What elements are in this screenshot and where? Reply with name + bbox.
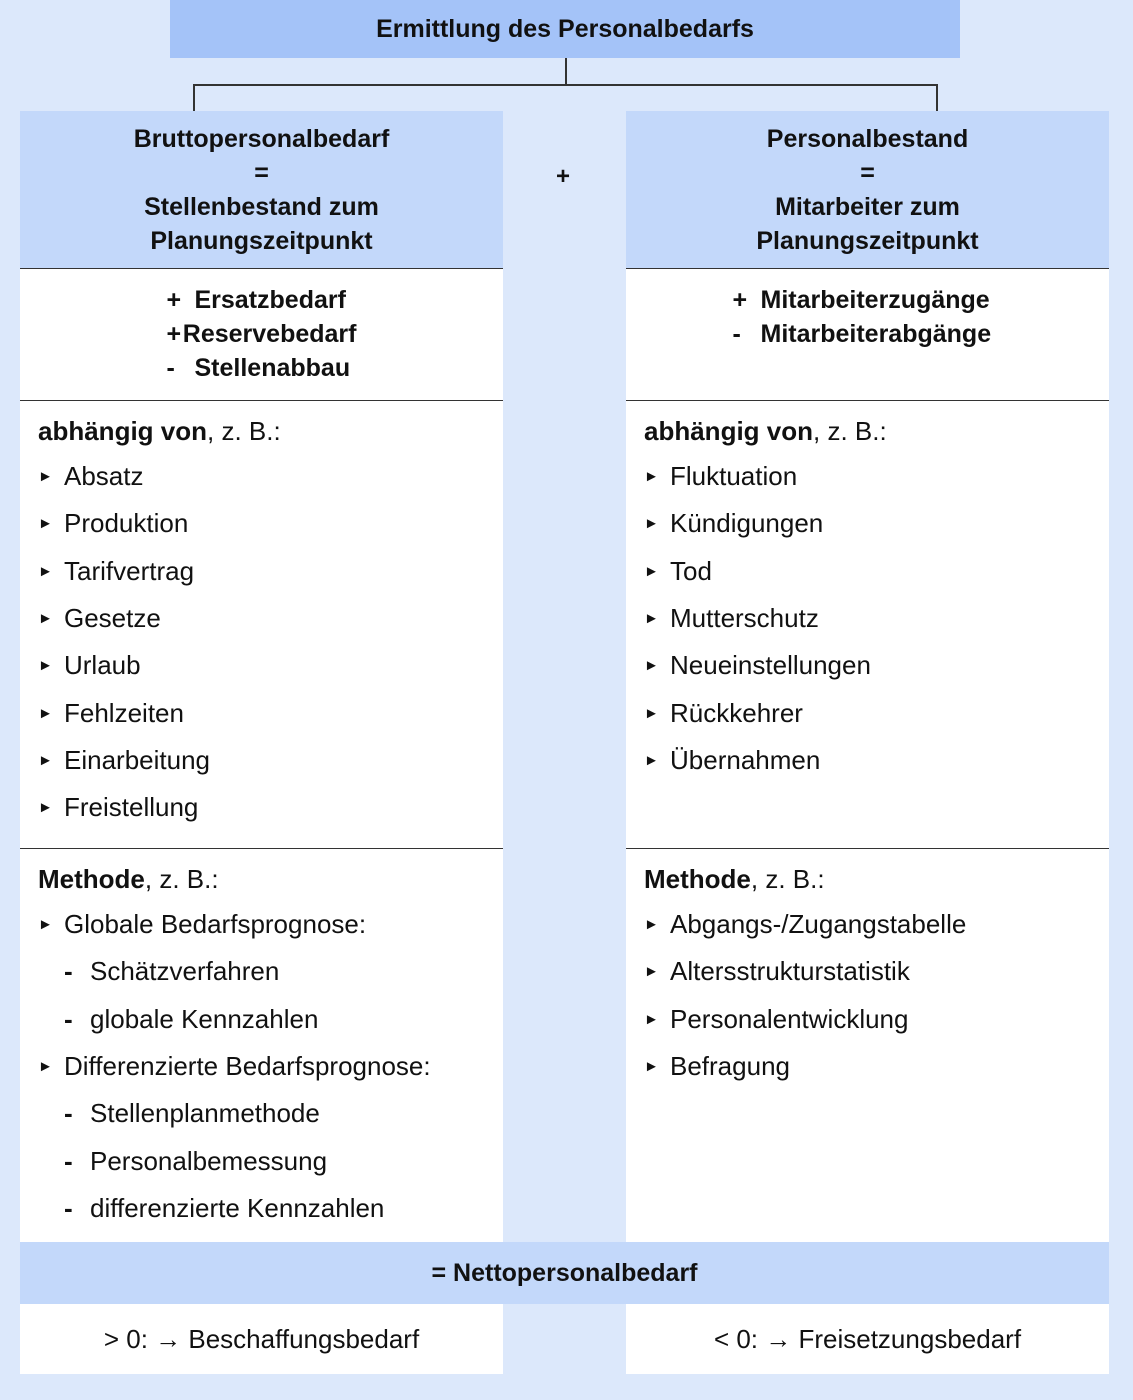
- list-item: ► Personalentwicklung: [644, 1003, 909, 1034]
- arrow-icon: ►: [38, 468, 53, 486]
- list-item: ► Urlaub: [38, 650, 141, 681]
- arrow-icon: ►: [644, 610, 659, 628]
- list-item: ► Neueinstellungen: [644, 650, 871, 681]
- right-result: < 0: → Freisetzungsbedarf: [626, 1304, 1109, 1374]
- sub-list-item: - globale Kennzahlen: [64, 1003, 319, 1034]
- arrow-icon: ►: [38, 657, 53, 675]
- arrow-icon: ►: [38, 610, 53, 628]
- list-item: ► Kündigungen: [644, 508, 824, 539]
- list-item: ► Rückkehrer: [644, 697, 803, 728]
- connector-horizontal: [193, 84, 937, 86]
- right-header-line3: Planungszeitpunkt: [756, 226, 979, 255]
- arrow-icon: ►: [38, 799, 53, 817]
- arrow-icon: ►: [644, 515, 659, 533]
- list-item: ► Produktion: [38, 508, 189, 539]
- arrow-icon: ►: [38, 562, 53, 580]
- list-item: ► Mutterschutz: [644, 603, 819, 634]
- connector-left-drop: [193, 84, 195, 111]
- left-depends-section: [20, 401, 503, 849]
- arrow-icon: ►: [644, 1010, 659, 1028]
- connector-right-drop: [936, 84, 938, 111]
- arrow-icon: ►: [38, 704, 53, 722]
- arrow-icon: ►: [644, 751, 659, 769]
- formula-row: + Ersatzbedarf: [166, 286, 346, 314]
- arrow-icon: ►: [38, 515, 53, 533]
- netto-banner: = Nettopersonalbedarf: [20, 1242, 1109, 1304]
- left-method-section: [20, 849, 503, 1242]
- left-header-line1: Bruttopersonalbedarf: [133, 124, 390, 153]
- right-formula-box: [626, 269, 1109, 401]
- arrow-icon: ►: [644, 704, 659, 722]
- list-item: ► Abgangs-/Zugangstabelle: [644, 909, 967, 940]
- arrow-icon: ►: [644, 1058, 659, 1076]
- arrow-icon: ►: [644, 468, 659, 486]
- left-formula-box: [20, 269, 503, 401]
- arrow-icon: ►: [644, 562, 659, 580]
- formula-row: + Mitarbeiterzugänge: [732, 286, 990, 314]
- right-header: [626, 111, 1109, 269]
- right-method-title: Methode, z. B.:: [644, 864, 825, 894]
- left-header-equals: =: [254, 158, 269, 187]
- left-result: > 0: → Beschaffungsbedarf: [20, 1304, 503, 1374]
- list-item: ► Befragung: [644, 1051, 790, 1082]
- list-item: ► Einarbeitung: [38, 744, 210, 775]
- sub-list-item: - Schätzverfahren: [64, 956, 280, 987]
- list-item: ► Fehlzeiten: [38, 697, 184, 728]
- left-method-title: Methode, z. B.:: [38, 864, 219, 894]
- list-item: ► Tod: [644, 555, 712, 586]
- list-item: ► Globale Bedarfsprognose:: [38, 909, 367, 940]
- connector-vertical-top: [565, 58, 567, 84]
- list-item: ► Absatz: [38, 461, 144, 492]
- arrow-icon: ►: [38, 1058, 53, 1076]
- left-header-line3: Planungszeitpunkt: [150, 226, 373, 255]
- sub-list-item: - Stellenplanmethode: [64, 1098, 320, 1129]
- left-depends-title: abhängig von, z. B.:: [38, 416, 281, 446]
- list-item: ► Übernahmen: [644, 744, 821, 775]
- left-header-line2: Stellenbestand zum: [144, 192, 379, 221]
- right-method-section: [626, 849, 1109, 1242]
- sub-list-item: - differenzierte Kennzahlen: [64, 1192, 385, 1223]
- arrow-icon: ►: [644, 963, 659, 981]
- arrow-icon: ►: [38, 916, 53, 934]
- arrow-icon: ►: [38, 751, 53, 769]
- list-item: ► Altersstrukturstatistik: [644, 956, 910, 987]
- formula-row: + Reservebedarf: [166, 320, 357, 348]
- left-header: [20, 111, 503, 269]
- sub-list-item: - Personalbemessung: [64, 1145, 328, 1176]
- right-header-line1: Personalbestand: [766, 124, 969, 153]
- plus-operator: +: [556, 163, 571, 190]
- arrow-icon: ►: [644, 916, 659, 934]
- right-depends-title: abhängig von, z. B.:: [644, 416, 887, 446]
- right-header-equals: =: [860, 158, 875, 187]
- formula-row: - Mitarbeiterabgänge: [732, 320, 992, 348]
- formula-row: - Stellenabbau: [166, 354, 351, 382]
- diagram-title: Ermittlung des Personalbedarfs: [170, 0, 960, 58]
- list-item: ► Differenzierte Bedarfsprognose:: [38, 1051, 431, 1082]
- right-header-line2: Mitarbeiter zum: [775, 192, 960, 221]
- list-item: ► Gesetze: [38, 603, 161, 634]
- arrow-icon: ►: [644, 657, 659, 675]
- right-depends-section: [626, 401, 1109, 849]
- list-item: ► Tarifvertrag: [38, 555, 195, 586]
- list-item: ► Freistellung: [38, 792, 199, 823]
- list-item: ► Fluktuation: [644, 461, 798, 492]
